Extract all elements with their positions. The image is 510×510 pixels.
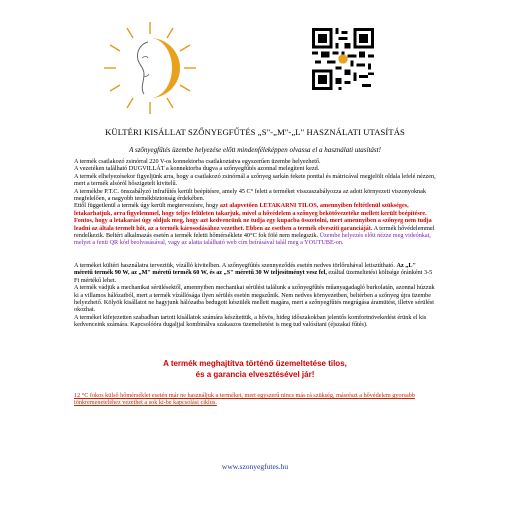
video-hint-text: Üzembe helyezés előtt nézze meg videónkat, melyet a fenti QR kód beolvasásával, vagy az alatta található web cím beírásával talál meg a YOUTUBE-on. [74,232,431,247]
paragraph: A termék csatlakozó zsinórral 220 V-os konnektorba csatlakoztatva egyszerűen üzembe helyezhető. [74,158,321,165]
warning-block [74,358,436,380]
paragraph: A termékbe P.T.C. önszabályzó infrafűtés került beépítésre, amely 45 C° felett a terméket visszaszabályozza az adott környezeti viszonyoknak megfelelően, a nagyobb termékbiztonság érdekében. [74,187,426,203]
instructions-section-2 [74,262,436,329]
text-run: Ettől függetlenül a termék úgy került megtervezésre, hogy [74,202,220,210]
text-run: A terméket kültéri használatra terveztük, vízálló kivitelben. A szőnyegfűtés szennyeződés esetén nedves törlőruhával letisztítható. [74,262,395,269]
warning-text: azt alapvetően LETAKARNI TILOS, amennyiben feltétlenül szükséges, letakarhatjuk, arra figyelemmel, hogy teljes felületen takarjuk, mivel a hővédelem a szőnyeg bekötővezetéke mellett került beépítésre. Fontos, hogy a letakarást úgy oldjuk meg, hogy azt kedvencünk ne tudja egy kupacba összetolni, mert amennyiben a szőnyeg nem tudja leadni az általa termelt hőt, az a termék károsodásához vezethet. Ebben az esetben a termék elveszíti garanciáját. [74,202,432,232]
paragraph [74,202,436,246]
document-title: KÜLTÉRI KISÁLLAT SZŐNYEGFŰTÉS „S"-„M"-„L" HASZNÁLATI UTASÍTÁS [105,127,405,137]
warning-line: A termék meghajtítva történő üzemeltetése tilos, [163,359,347,368]
power-text: Az „L" méretű termék 90 W, az „M" méretű termék 60 W, és az „S" méretű 30 W teljesítményt vesz fel, [74,262,416,277]
website-link[interactable]: www.szonyegfutes.hu [221,462,289,471]
paragraph: A termék vádjük a mechanikai sérülésektől, amennyiben mechanikai sérülést találunk a szőnyegfűtés műanyagadagló burkolatán, azonnal húzzuk ki a villamos hálózatból, mert a termék vízállósága ilyen sérülés esetén megszűnik. Nem nedves környezetben, beltérben a szőnyeg újra üzembe helyezhető. Kölyök kisállatot ne hagyjunk hálózatba bedugott készülék mellett magára, mert a szőnyegfűtés megrágása áramütést, illetve sérülést okozhat. [74,284,435,314]
text-run: A termék hővédelemmel rendelkezik. Beltéri alkalmazás esetén a termék feletti hőmérséklete 40°C fok fölé nem melegszik. [74,224,435,240]
text-run: ezáltal üzemeltetési költsége óránként 3-5 Ft mértékű lehet. [74,269,433,284]
paragraph [74,262,436,284]
paragraph: A termék elhelyezésekor figyeljünk arra, hogy a csatlakozó zsinórnál a szőnyeg sarkán fekete ponttal és mátricával megjelölt oldala lefelé nézzen, mert a termék alsóról hőszigetelt kivitelű. [74,172,436,188]
qr-code-icon[interactable] [312,28,374,90]
warning-line: és a garancia elvesztésével jár! [195,370,315,379]
paragraph: A vezetéken található DUGVILLÁT a konnektorba dugva a szőnyegfűtés azonnal melegíteni kezd. [74,165,320,173]
sun-face-logo-icon [100,18,200,118]
temperature-note: 12 °C fokos külső hőmérséklet esetén már ne használjuk a terméket, mert egyszerű nincs más rá szükség, másrészt a hővédelem gyorsabb tönkremeneteléhez vezethet a sok ki-be kapcsolási ciklus. [74,392,415,407]
instructions-section-1 [74,158,436,247]
document-subtitle: A szőnyegfűtés üzembe helyezése előtt mindenféleképpen olvassa el a használati utasítást! [129,146,381,154]
paragraph: A terméket kifejezetten szabadban tartott kisállatok számára készítettük, a hővös, hideg időszakokban jelentős komfortnövekedést érünk el kis kedvenceink számára. Kapcsolóóra dugaljjal kombinálva szakaszos üzemeltetést is meg tud valósítani (éjszakai fűtés). [74,313,427,329]
